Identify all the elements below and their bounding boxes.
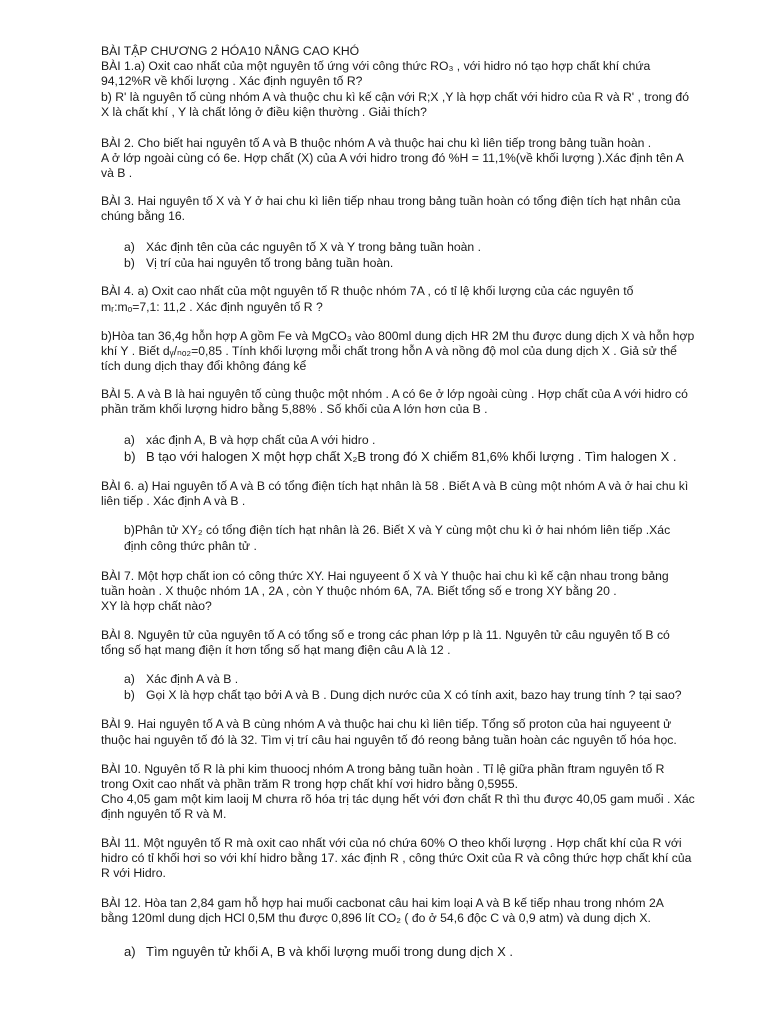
text-line: BÀI 11. Một nguyên tố R mà oxit cao nhất với của nó chứa 60% O theo khối lượng . Hợp chất khí của R với xyxy=(101,836,682,850)
text-line: tổng số hạt mang điện ít hơn tổng số hạt mang điện câu A là 12 . xyxy=(101,643,451,657)
text-line: thuộc hai nguyên tố đó là 32. Tìm vị trí câu hai nguyên tố đó reong bảng tuần hoàn các nguyên tố hóa học. xyxy=(101,733,677,747)
list-label: a) xyxy=(124,944,136,959)
text-line: định nguyên tố R và M. xyxy=(101,807,227,821)
list-text: Xác định A và B . xyxy=(146,672,239,686)
text-line: trong Oxit cao nhất và phần trăm R trong hợp chất khí vơi hidro bằng 0,5955. xyxy=(101,777,519,791)
list-item xyxy=(124,256,393,271)
list-label: b) xyxy=(124,449,136,464)
text-line: chúng bằng 16. xyxy=(101,209,186,223)
text-line: Cho 4,05 gam một kim laoij M chưra rõ hóa trị tác dụng hết với đơn chất R thì thu được 40,05 gam muối . Xác xyxy=(101,792,695,806)
text-line: khí Y . Biết dᵧ/ₙₒ₂=0,85 . Tính khối lượng mỗi chất trong hỗn A và nồng độ mol của dung dịch X . Giả sử thể xyxy=(101,344,677,358)
text-line: BÀI 3. Hai nguyên tố X và Y ở hai chu kì liên tiếp nhau trong bảng tuần hoàn có tổng điện tích hạt nhân của xyxy=(101,194,681,208)
text-line: BÀI 5. A và B là hai nguyên tố cùng thuộc một nhóm . A có 6e ở lớp ngoài cùng . Hợp chất của A với hidro có xyxy=(101,387,688,401)
list-label: a) xyxy=(124,433,135,447)
text-line: b)Hòa tan 36,4g hỗn hợp A gồm Fe và MgCO₃ vào 800ml dung dịch HR 2M thu được dung dịch X và hỗn hợp xyxy=(101,329,695,343)
text-line: XY là hợp chất nào? xyxy=(101,599,212,613)
text-line: và B . xyxy=(101,166,133,180)
list-label: b) xyxy=(124,688,135,702)
text-line: b) R' là nguyên tố cùng nhóm A và thuộc chu kì kế cận với R;X ,Y là hợp chất với hidro của R và R' , trong đó xyxy=(101,90,689,104)
list-text: Vị trí của hai nguyên tố trong bảng tuần hoàn. xyxy=(146,256,394,270)
list-item xyxy=(124,688,682,703)
text-line: BÀI 7. Một hợp chất ion có công thức XY. Hai nguyeent ố X và Y thuộc hai chu kì kế cận nhau trong bảng xyxy=(101,569,669,583)
text-line: BÀI 12. Hòa tan 2,84 gam hỗ hợp hai muối cacbonat câu hai kim loại A và B kế tiếp nhau trong nhóm 2A xyxy=(101,896,664,910)
text-line: mᵣ:mₒ=7,1: 11,2 . Xác định nguyên tố R ? xyxy=(101,300,323,314)
text-line: liên tiếp . Xác định A và B . xyxy=(101,494,246,508)
text-line: b)Phân tử XY₂ có tổng điện tích hạt nhân là 26. Biết X và Y cùng một chu kì ở hai nhóm liên tiếp .Xác xyxy=(124,523,671,537)
list-label: a) xyxy=(124,240,135,254)
text-line: BÀI 2. Cho biết hai nguyên tố A và B thuộc nhóm A và thuộc hai chu kì liên tiếp trong bảng tuần hoàn . xyxy=(101,136,652,150)
list-label: a) xyxy=(124,672,135,686)
text-line: định công thức phân tử . xyxy=(124,539,257,553)
text-line: X là chất khí , Y là chất lỏng ở điều kiện thường . Giải thích? xyxy=(101,105,427,119)
list-item xyxy=(124,672,238,687)
list-item xyxy=(124,945,513,960)
text-line: 94,12%R về khối lượng . Xác định nguyên tố R? xyxy=(101,74,363,88)
text-line: phần trăm khối lượng hidro bằng 5,88% . Số khối của A lớn hơn của B . xyxy=(101,402,488,416)
list-item xyxy=(124,240,481,255)
text-line: BÀI 6. a) Hai nguyên tố A và B có tổng điện tích hạt nhân là 58 . Biết A và B cùng một nhóm A và ở hai chu kì xyxy=(101,479,689,493)
text-line: BÀI 10. Nguyên tố R là phi kim thuoocj nhóm A trong bảng tuần hoàn . Tỉ lệ giữa phần ftram nguyên tố R xyxy=(101,762,665,776)
list-item xyxy=(124,433,375,448)
text-line: tuần hoàn . X thuộc nhóm 1A , 2A , còn Y thuộc nhóm 6A, 7A. Biết tổng số e trong XY bằng 20 . xyxy=(101,584,617,598)
list-text: B tạo với halogen X một hợp chất X₂B trong đó X chiếm 81,6% khối lượng . Tìm halogen X . xyxy=(146,449,677,464)
page-title: BÀI TẬP CHƯƠNG 2 HÓA10 NÂNG CAO KHÓ xyxy=(101,44,360,58)
list-text: Tìm nguyên tử khối A, B và khối lượng muối trong dung dịch X . xyxy=(146,944,514,959)
list-text: Gọi X là hợp chất tạo bởi A và B . Dung dịch nước của X có tính axit, bazo hay trung tính ? tại sao? xyxy=(146,688,682,702)
text-line: R với Hidro. xyxy=(101,866,166,880)
text-line: hidro có tỉ khối hơi so với khí hidro bằng 17. xác định R , công thức Oxit của R và công thức hợp chất khí của xyxy=(101,851,692,865)
list-text: xác định A, B và hợp chất của A với hidro . xyxy=(146,433,376,447)
text-line: BÀI 8. Nguyên tử của nguyên tố A có tổng số e trong các phan lớp p là 11. Nguyên tử câu nguyên tố B có xyxy=(101,628,670,642)
text-line: BÀI 9. Hai nguyên tố A và B cùng nhóm A và thuộc hai chu kì liên tiếp. Tổng số proton của hai nguyeent ử xyxy=(101,717,672,731)
list-label: b) xyxy=(124,256,135,270)
text-line: bằng 120ml dung dịch HCl 0,5M thu được 0,896 lít CO₂ ( đo ở 54,6 độc C và 0,9 atm) và dung dịch X. xyxy=(101,911,651,925)
list-text: Xác định tên của các nguyên tố X và Y trong bảng tuần hoàn . xyxy=(146,240,481,254)
text-line: A ở lớp ngoài cùng có 6e. Hợp chất (X) của A với hidro trong đó %H = 11,1%(về khối lượng ).Xác định tên A xyxy=(101,151,684,165)
text-line: BÀI 4. a) Oxit cao nhất của một nguyên tố R thuộc nhóm 7A , có tỉ lệ khối lượng của các nguyên tố xyxy=(101,284,634,298)
list-item xyxy=(124,450,676,465)
text-line: BÀI 1.a) Oxit cao nhất của một nguyên tố ứng với công thức RO₃ , với hidro nó tạo hợp chất khí chứa xyxy=(101,59,651,73)
text-line: tích dung dịch thay đổi không đáng kể xyxy=(101,359,307,373)
